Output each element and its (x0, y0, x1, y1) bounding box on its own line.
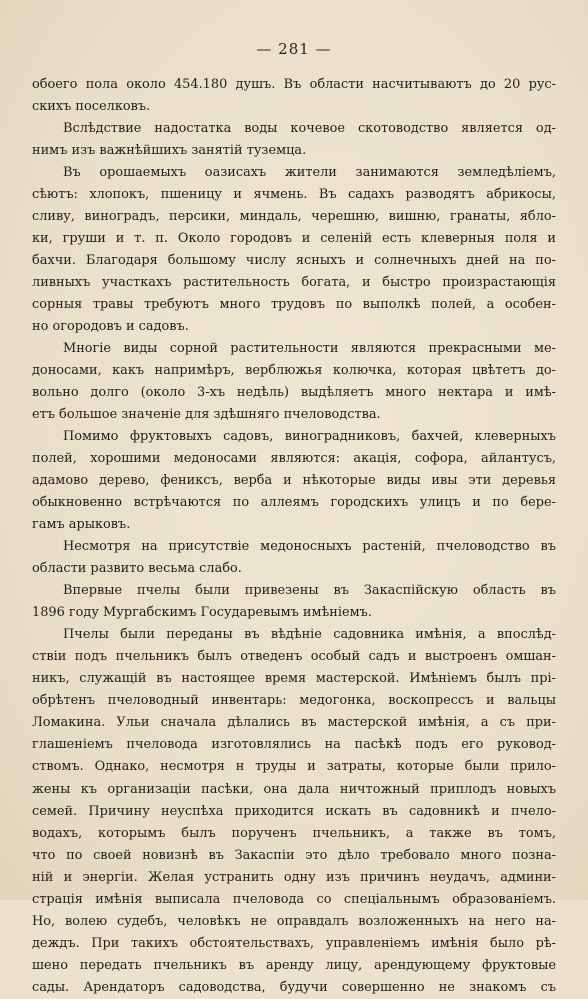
text-line: никъ, служащій въ настоящее время мастерской. Имѣніемъ былъ прі- (32, 671, 556, 687)
text-line: сливу, виноградъ, персики, миндаль, черешню, вишню, гранаты, ябло- (32, 209, 556, 225)
text-line: вольно долго (около 3-хъ недѣль) выдѣляетъ много нектара и имѣ- (32, 385, 556, 401)
text-line: скихъ поселковъ. (32, 99, 151, 115)
text-line: что по своей новизнѣ въ Закаспіи это дѣло требовало много позна- (32, 847, 556, 863)
text-line: Впервые пчелы были привезены въ Закаспійскую область въ (63, 583, 556, 599)
text-line: но огородовъ и садовъ. (32, 319, 189, 335)
text-line: Пчелы были переданы въ вѣдѣніе садовника имѣнія, а впослѣд- (63, 627, 556, 643)
text-line: Въ орошаемыхъ оазисахъ жители занимаются земледѣліемъ, (63, 165, 556, 181)
text-line: ствіи подъ пчельникъ былъ отведенъ особый садъ и выстроенъ омшан- (32, 649, 556, 665)
text-line: шено передать пчельникъ въ аренду лицу, арендующему фруктовые (32, 957, 556, 973)
text-line: Несмотря на присутствіе медоносныхъ растеній, пчеловодство въ (63, 539, 556, 555)
text-line: Вслѣдствие надостатка воды кочевое скотоводство является од- (63, 121, 556, 137)
text-line: доносами, какъ напримѣръ, верблюжья колючка, которая цвѣтетъ до- (32, 363, 556, 379)
text-line: бахчи. Благодаря большому числу ясныхъ и солнечныхъ дней на по- (32, 253, 556, 269)
text-line: Помимо фруктовыхъ садовъ, виноградниковъ, бахчей, клеверныхъ (63, 429, 556, 445)
text-line: сорныя травы требуютъ много трудовъ по выполкѣ полей, а особен- (32, 297, 556, 313)
body-text (32, 74, 556, 999)
text-line: гамъ арыковъ. (32, 517, 131, 533)
text-line: етъ большое значеніе для здѣшняго пчеловодства. (32, 407, 381, 423)
text-line: ливныхъ участкахъ растительность богата, и быстро произрастающія (32, 275, 556, 291)
text-line: обыкновенно встрѣчаются по аллеямъ городскихъ улицъ и по бере- (32, 495, 556, 511)
text-line: Многіе виды сорной растительности являются прекрасными ме- (63, 341, 556, 357)
text-line: деждъ. При такихъ обстоятельствахъ, управленіемъ имѣнія было рѣ- (32, 935, 556, 951)
page-number: — 281 — (256, 40, 332, 58)
text-line: Ломакина. Ульи сначала дѣлались въ мастерской имѣнія, а съ при- (32, 715, 556, 731)
text-line: страція имѣнія выписала пчеловода со спеціальнымъ образованіемъ. (32, 891, 556, 907)
text-line: полей, хорошими медоносами являются: акація, софора, айлантусъ, (32, 451, 556, 467)
text-line: 1896 году Мургабскимъ Государевымъ имѣніемъ. (32, 605, 372, 621)
text-line: глашеніемъ пчеловода изготовлялись на пасѣкѣ подъ его руковод- (32, 737, 556, 753)
text-line: Но, волею судебъ, человѣкъ не оправдалъ возложенныхъ на него на- (32, 913, 556, 929)
text-line: ній и энергіи. Желая устранить одну изъ причинъ неудачъ, админи- (32, 869, 556, 885)
text-line: области развито весьма слабо. (32, 561, 242, 577)
text-line: водахъ, которымъ былъ порученъ пчельникъ, а также въ томъ, (32, 825, 556, 841)
text-line: нимъ изъ важнѣйшихъ занятій туземца. (32, 143, 307, 159)
text-line: обрѣтенъ пчеловодный инвентарь: медогонка, воскопрессъ и вальцы (32, 693, 556, 709)
text-line: семей. Причину неуспѣха приходится искать въ садовникѣ и пчело- (32, 803, 556, 819)
text-line: жены къ организаціи пасѣки, она дала ничтожный приплодъ новыхъ (32, 781, 556, 797)
text-line: адамово дерево, фениксъ, верба и нѣкоторые виды ивы эти деревья (32, 473, 556, 489)
text-line: обоего пола около 454.180 душъ. Въ области насчитываютъ до 20 рус- (32, 77, 556, 92)
text-line: ки, груши и т. п. Около городовъ и селеній есть клеверныя поля и (32, 231, 556, 247)
text-line: сѣютъ: хлопокъ, пшеницу и ячмень. Въ садахъ разводятъ абрикосы, (32, 187, 556, 203)
text-line: сады. Арендаторъ садоводства, будучи совершенно не знакомъ съ (32, 979, 556, 995)
text-line: ствомъ. Однако, несмотря н труды и затраты, которые были прило- (32, 759, 556, 775)
